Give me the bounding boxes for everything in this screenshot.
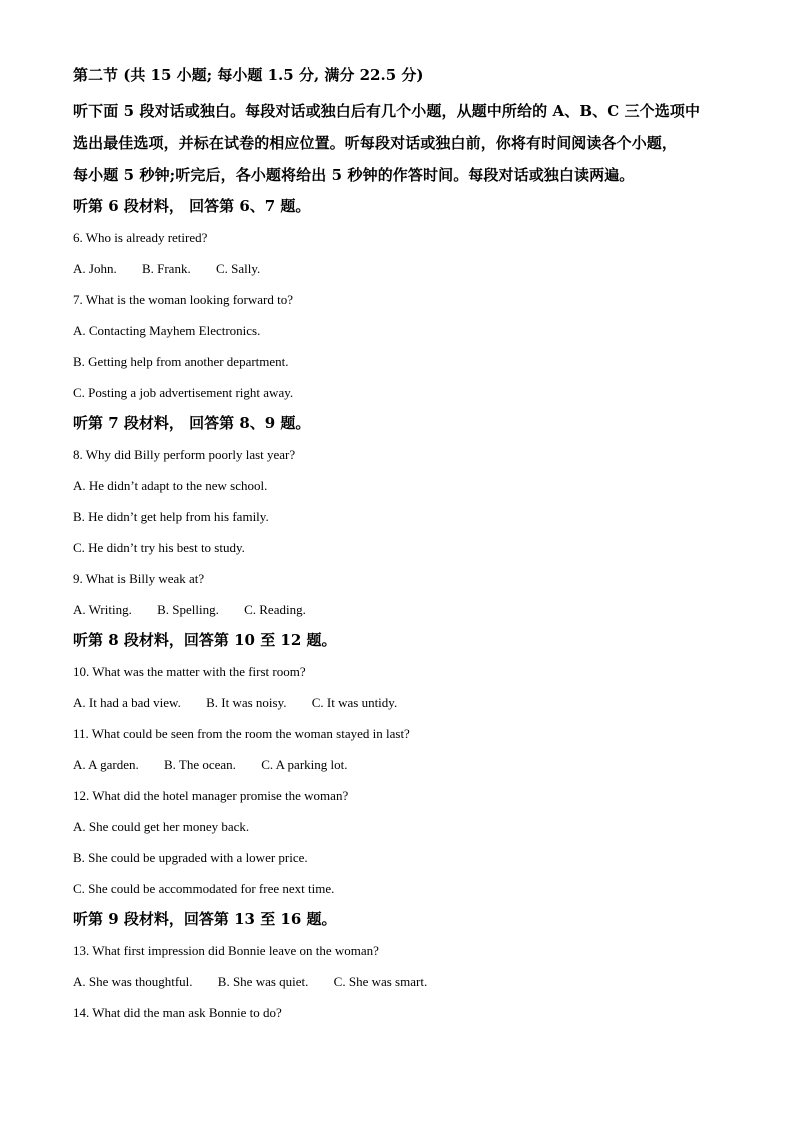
question-6: 6. Who is already retired? (73, 230, 208, 245)
instruction-line: 听下面 5 段对话或独白。每段对话或独白后有几个小题，从题中所给的 A、B、C 三个选项中 (73, 102, 701, 120)
instruction-line: 选出最佳选项，并标在试卷的相应位置。听每段对话或独白前，你将有时间阅读各个小题， (73, 134, 678, 152)
question-9: 9. What is Billy weak at? (73, 571, 205, 586)
question-12: 12. What did the hotel manager promise the woman? (73, 788, 349, 803)
option-a: A. She was thoughtful. (73, 974, 193, 989)
option-c: C. He didn’t try his best to study. (73, 540, 245, 555)
listening-group-7 (73, 408, 733, 625)
option-a: A. He didn’t adapt to the new school. (73, 478, 268, 493)
option-b: B. She was quiet. (217, 974, 309, 989)
option-c: C. Reading. (244, 602, 306, 617)
options-row (73, 594, 733, 625)
group-heading: 听第 7 段材料， 回答第 8、9 题。 (73, 414, 311, 432)
option-b: B. Frank. (141, 261, 191, 276)
options-row (73, 253, 733, 284)
section-title: 第二节 (共 15 小题; 每小题 1.5 分, 满分 22.5 分) (73, 66, 424, 84)
exam-page (73, 64, 733, 1028)
question-11: 11. What could be seen from the room the woman stayed in last? (73, 726, 410, 741)
option-b: B. The ocean. (163, 757, 236, 772)
listening-group-9 (73, 904, 733, 1028)
option-b: B. He didn’t get help from his family. (73, 509, 269, 524)
option-b: B. It was noisy. (206, 695, 287, 710)
group-heading: 听第 6 段材料， 回答第 6、7 题。 (73, 197, 311, 215)
option-c: C. A parking lot. (261, 757, 348, 772)
option-a: A. Contacting Mayhem Electronics. (73, 323, 261, 338)
option-b: B. Getting help from another department. (73, 354, 289, 369)
instruction-line: 每小题 5 秒钟;听完后，各小题将给出 5 秒钟的作答时间。每段对话或独白读两遍。 (73, 166, 635, 184)
question-7: 7. What is the woman looking forward to? (73, 292, 293, 307)
option-b: B. She could be upgraded with a lower price. (73, 850, 308, 865)
option-a: A. She could get her money back. (73, 819, 250, 834)
question-8: 8. Why did Billy perform poorly last year? (73, 447, 296, 462)
option-c: C. Sally. (215, 261, 261, 276)
option-a: A. It had a bad view. (73, 695, 181, 710)
option-a: A. A garden. (73, 757, 139, 772)
option-c: C. Posting a job advertisement right away. (73, 385, 294, 400)
group-heading: 听第 9 段材料，回答第 13 至 16 题。 (73, 910, 337, 928)
options-row (73, 687, 733, 718)
section-instructions (73, 95, 733, 191)
listening-group-6 (73, 191, 733, 408)
option-a: A. Writing. (73, 602, 132, 617)
option-b: B. Spelling. (157, 602, 219, 617)
options-row (73, 749, 733, 780)
question-10: 10. What was the matter with the first room? (73, 664, 306, 679)
listening-group-8 (73, 625, 733, 904)
options-row (73, 966, 733, 997)
question-13: 13. What first impression did Bonnie leave on the woman? (73, 943, 379, 958)
option-a: A. John. (73, 261, 117, 276)
option-c: C. She could be accommodated for free next time. (73, 881, 335, 896)
group-heading: 听第 8 段材料，回答第 10 至 12 题。 (73, 631, 337, 649)
option-c: C. She was smart. (333, 974, 428, 989)
option-c: C. It was untidy. (311, 695, 398, 710)
question-14: 14. What did the man ask Bonnie to do? (73, 1005, 282, 1020)
